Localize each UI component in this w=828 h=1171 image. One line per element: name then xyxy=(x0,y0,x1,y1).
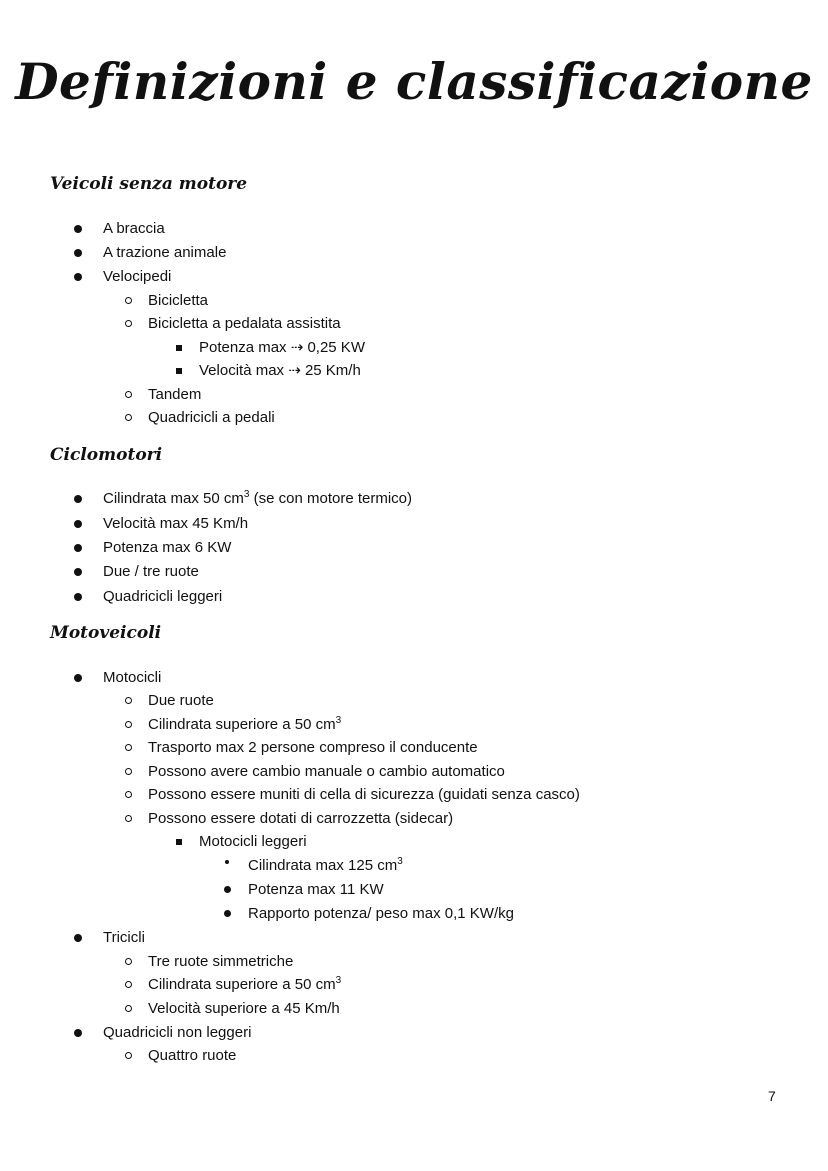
list-item xyxy=(124,384,201,406)
square-bullet-icon xyxy=(176,345,182,351)
page-title: Definizioni e classificazione xyxy=(15,52,813,111)
list-item-text: Potenza max ⇢ 0,25 KW xyxy=(199,339,365,356)
circle-bullet-icon xyxy=(125,815,132,822)
list-item xyxy=(124,690,214,712)
list-item-text: A trazione animale xyxy=(103,244,227,261)
circle-bullet-icon xyxy=(125,791,132,798)
list-item-text: Cilindrata max 125 cm xyxy=(248,857,398,874)
list-item-text: Quadricicli non leggeri xyxy=(103,1024,252,1041)
list-item-text: Cilindrata max 50 cm xyxy=(103,490,244,507)
bullet-icon xyxy=(74,1029,82,1037)
list-item xyxy=(174,337,365,359)
list-item xyxy=(124,290,208,312)
circle-bullet-icon xyxy=(125,697,132,704)
circle-bullet-icon xyxy=(125,1052,132,1059)
list-item-text: Possono essere muniti di cella di sicurezza (guidati senza casco) xyxy=(148,786,580,803)
list-item-text: Cilindrata superiore a 50 cm xyxy=(148,976,336,993)
list-item xyxy=(70,537,231,559)
list-item-text: Velocipedi xyxy=(103,268,172,285)
list-item xyxy=(222,903,514,925)
page-number: 7 xyxy=(768,1088,776,1104)
superscript: 3 xyxy=(335,975,342,986)
bullet-icon xyxy=(224,910,231,917)
list-item xyxy=(124,761,505,783)
bullet-icon xyxy=(74,544,82,552)
list-item-text: Quadricicli leggeri xyxy=(103,588,223,605)
circle-bullet-icon xyxy=(125,958,132,965)
list-item-text: Bicicletta xyxy=(148,292,209,309)
list-item-text: Due / tre ruote xyxy=(103,563,199,580)
superscript: 3 xyxy=(335,715,342,726)
square-bullet-icon xyxy=(176,839,182,845)
bullet-icon xyxy=(74,249,82,257)
list-item xyxy=(70,513,248,535)
list-item xyxy=(174,360,361,382)
list-item xyxy=(124,998,340,1020)
list-item-text: Velocità max ⇢ 25 Km/h xyxy=(199,362,361,379)
circle-bullet-icon xyxy=(125,744,132,751)
list-item-text: Due ruote xyxy=(148,692,214,709)
list-item-text: A braccia xyxy=(103,220,165,237)
square-bullet-icon xyxy=(176,368,182,374)
list-item-text: Tandem xyxy=(148,386,202,403)
list-item xyxy=(70,586,222,608)
section-heading-motoveicoli: Motoveicoli xyxy=(50,623,162,643)
bullet-icon xyxy=(224,886,231,893)
list-item-text: Possono avere cambio manuale o cambio automatico xyxy=(148,763,505,780)
list-item-text: Motocicli leggeri xyxy=(199,833,307,850)
list-item xyxy=(124,737,478,759)
list-item xyxy=(174,831,307,853)
list-item xyxy=(70,561,199,583)
list-item xyxy=(124,313,341,335)
list-item xyxy=(70,242,226,264)
list-item-text: Possono essere dotati di carrozzetta (sidecar) xyxy=(148,810,454,827)
list-item xyxy=(124,407,275,429)
list-item-text: Quadricicli a pedali xyxy=(148,409,275,426)
list-item xyxy=(124,714,341,736)
list-item xyxy=(70,667,161,689)
list-item-text: Motocicli xyxy=(103,669,162,686)
list-item-text: Tricicli xyxy=(103,929,145,946)
list-item-text: Velocità superiore a 45 Km/h xyxy=(148,1000,340,1017)
bullet-icon xyxy=(74,568,82,576)
bullet-icon xyxy=(74,495,82,503)
bullet-icon xyxy=(74,225,82,233)
list-item xyxy=(124,808,453,830)
list-item-text: Potenza max 6 KW xyxy=(103,539,232,556)
list-item xyxy=(70,488,412,510)
section-heading-veicoli-senza-motore: Veicoli senza motore xyxy=(50,174,248,194)
list-item-text: Trasporto max 2 persone compreso il conducente xyxy=(148,739,478,756)
list-item-text: Velocità max 45 Km/h xyxy=(103,515,249,532)
list-item-text: Bicicletta a pedalata assistita xyxy=(148,315,341,332)
list-item-text: Quattro ruote xyxy=(148,1047,237,1064)
list-item xyxy=(70,218,165,240)
list-item-text: Rapporto potenza/ peso max 0,1 KW/kg xyxy=(248,905,514,922)
bullet-icon xyxy=(74,674,82,682)
list-item xyxy=(222,855,403,877)
list-item xyxy=(70,266,171,288)
superscript: 3 xyxy=(243,489,250,500)
list-item xyxy=(70,1022,251,1044)
circle-bullet-icon xyxy=(125,721,132,728)
bullet-icon xyxy=(74,934,82,942)
bullet-icon xyxy=(225,860,229,864)
circle-bullet-icon xyxy=(125,391,132,398)
section-heading-ciclomotori: Ciclomotori xyxy=(50,445,163,465)
superscript: 3 xyxy=(397,856,403,867)
list-item xyxy=(222,879,384,901)
list-item-text: (se con motore termico) xyxy=(249,490,412,507)
bullet-icon xyxy=(74,273,82,281)
circle-bullet-icon xyxy=(125,981,132,988)
list-item xyxy=(124,784,580,806)
list-item xyxy=(124,951,293,973)
circle-bullet-icon xyxy=(125,297,132,304)
circle-bullet-icon xyxy=(125,768,132,775)
list-item xyxy=(70,927,145,949)
circle-bullet-icon xyxy=(125,1005,132,1012)
bullet-icon xyxy=(74,593,82,601)
list-item-text: Tre ruote simmetriche xyxy=(148,953,294,970)
list-item xyxy=(124,974,341,996)
list-item-text: Cilindrata superiore a 50 cm xyxy=(148,716,336,733)
circle-bullet-icon xyxy=(125,414,132,421)
circle-bullet-icon xyxy=(125,320,132,327)
list-item xyxy=(124,1045,236,1067)
bullet-icon xyxy=(74,520,82,528)
list-item-text: Potenza max 11 KW xyxy=(248,881,384,898)
